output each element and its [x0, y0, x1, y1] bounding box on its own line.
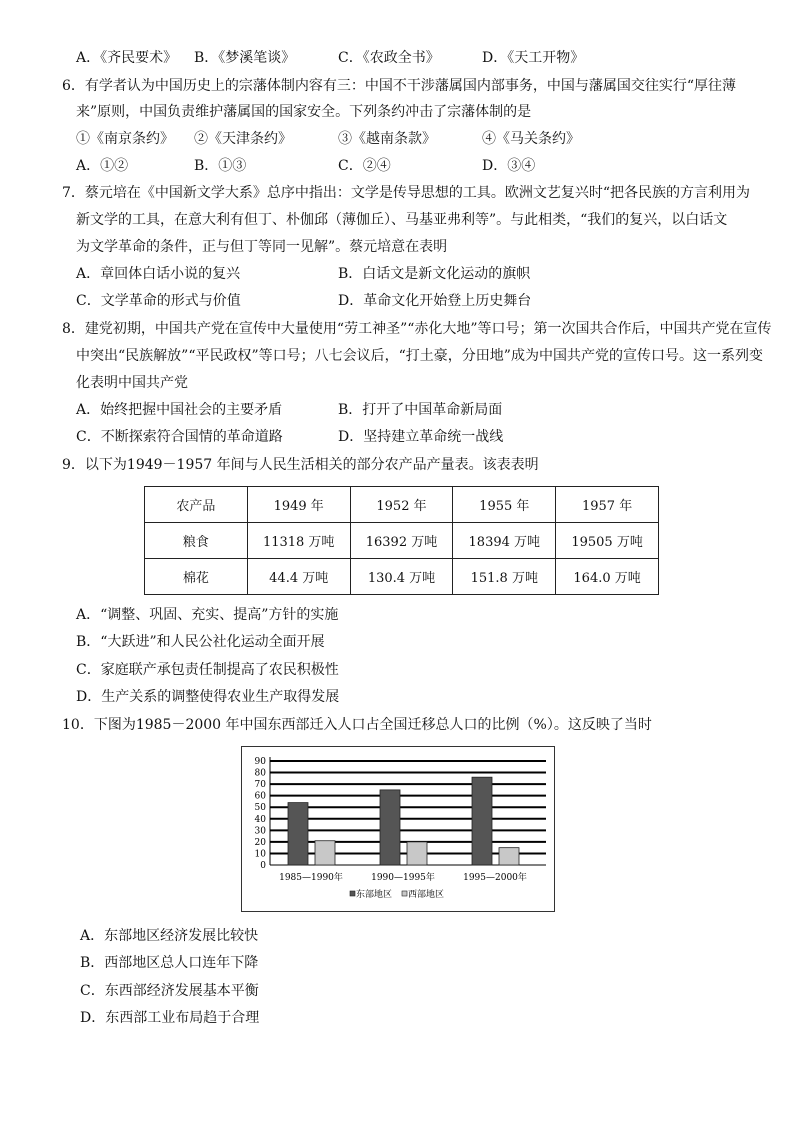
- q5-option-d: D．《天工开物》: [482, 50, 585, 66]
- table-cell: 130.4 万吨: [350, 559, 453, 595]
- table-cell: 18394 万吨: [453, 523, 556, 559]
- q6-option-b: B．①③: [194, 158, 247, 174]
- legend-label: 西部地区: [408, 890, 445, 900]
- table-header-row: [145, 487, 659, 523]
- y-tick-label: 60: [254, 791, 266, 802]
- q8-stem-line1: 8．建党初期，中国共产党在宣传中大量使用“劳工神圣”“赤化大地”等口号；第一次国共合作后，中国共产党在宣传: [62, 321, 772, 337]
- bar: [380, 790, 400, 865]
- q8-option-a: A．始终把握中国社会的主要矛盾: [76, 402, 283, 418]
- q9-stem: 9．以下为1949－1957 年间与人民生活相关的部分农产品产量表。该表表明: [62, 457, 539, 473]
- y-tick-label: 70: [254, 780, 266, 791]
- bar: [288, 803, 308, 865]
- y-tick-label: 80: [254, 768, 266, 779]
- bar: [472, 777, 492, 865]
- table-row: [145, 559, 659, 595]
- table-cell: 棉花: [145, 559, 248, 595]
- q9-option-c: C．家庭联产承包责任制提高了农民积极性: [76, 662, 339, 678]
- q5-option-a: A．《齐民要术》: [76, 50, 178, 66]
- y-tick-label: 20: [254, 837, 266, 848]
- q6-stem-line1: 6．有学者认为中国历史上的宗藩体制内容有三：中国不干涉藩属国内部事务，中国与藩属国交往实行“厚往薄: [62, 78, 737, 94]
- table-header-cell: 1949 年: [247, 487, 350, 523]
- table-cell: 164.0 万吨: [556, 559, 659, 595]
- q8-stem-line2: 中突出“民族解放”“平民政权”等口号；八七会议后，“打土豪，分田地”成为中国共产党的宣传口号。这一系列变: [76, 348, 763, 364]
- table-cell: 19505 万吨: [556, 523, 659, 559]
- bar: [315, 841, 335, 865]
- table-row: [145, 523, 659, 559]
- q6-stem-line2: 来”原则，中国负责维护藩属国的国家安全。下列条约冲击了宗藩体制的是: [76, 104, 532, 120]
- q7-stem-line3: 为文学革命的条件，正与但丁等同一见解”。蔡元培意在表明: [76, 239, 448, 255]
- table-cell: 粮食: [145, 523, 248, 559]
- migration-bar-chart: [241, 746, 555, 912]
- table-cell: 16392 万吨: [350, 523, 453, 559]
- x-tick-label: 1990—1995年: [371, 873, 435, 883]
- q7-option-b: B．白话文是新文化运动的旗帜: [338, 266, 531, 282]
- x-tick-label: 1995—2000年: [463, 873, 527, 883]
- q9-option-d: D．生产关系的调整使得农业生产取得发展: [76, 689, 340, 705]
- y-tick-label: 40: [254, 814, 266, 825]
- q6-option-a: A．①②: [76, 158, 129, 174]
- bar: [407, 842, 427, 865]
- q7-option-d: D．革命文化开始登上历史舞台: [338, 293, 532, 309]
- q7-stem-line2: 新文学的工具，在意大利有但丁、朴伽邱（薄伽丘）、马基亚弗利等”。与此相类，“我们的复兴，以白话文: [76, 212, 728, 228]
- q9-option-a: A．“调整、巩固、充实、提高”方针的实施: [76, 607, 339, 623]
- q10-option-c: C．东西部经济发展基本平衡: [80, 983, 259, 999]
- q6-option-d: D．③④: [482, 158, 536, 174]
- q8-stem-line3: 化表明中国共产党: [76, 375, 188, 391]
- bar: [499, 848, 519, 865]
- q10-stem: 10．下图为1985－2000 年中国东西部迁入人口占全国迁移总人口的比例（%）。这反映了当时: [62, 717, 652, 733]
- table-header-cell: 农产品: [145, 487, 248, 523]
- q5-option-b: B．《梦溪笔谈》: [194, 50, 296, 66]
- q6-item-1: ①《南京条约》: [76, 131, 174, 147]
- table-header-cell: 1955 年: [453, 487, 556, 523]
- q6-item-3: ③《越南条款》: [338, 131, 436, 147]
- q5-option-c: C．《农政全书》: [338, 50, 440, 66]
- table-cell: 11318 万吨: [247, 523, 350, 559]
- table-cell: 44.4 万吨: [247, 559, 350, 595]
- y-tick-label: 0: [260, 861, 266, 871]
- q7-option-c: C．文学革命的形式与价值: [76, 293, 241, 309]
- y-tick-label: 50: [254, 803, 266, 814]
- q10-option-b: B．西部地区总人口连年下降: [80, 955, 259, 971]
- q6-item-2: ②《天津条约》: [194, 131, 292, 147]
- legend-swatch: [350, 891, 355, 896]
- q6-item-4: ④《马关条约》: [482, 131, 580, 147]
- q8-option-c: C．不断探索符合国情的革命道路: [76, 429, 283, 445]
- q8-option-b: B．打开了中国革命新局面: [338, 402, 503, 418]
- q6-option-c: C．②④: [338, 158, 391, 174]
- y-tick-label: 90: [254, 757, 266, 767]
- table-header-cell: 1957 年: [556, 487, 659, 523]
- q10-option-d: D．东西部工业布局趋于合理: [80, 1010, 260, 1026]
- q7-stem-line1: 7．蔡元培在《中国新文学大系》总序中指出：文学是传导思想的工具。欧洲文艺复兴时“把各民族的方言利用为: [62, 185, 751, 201]
- legend-swatch: [402, 891, 407, 896]
- q8-option-d: D．坚持建立革命统一战线: [338, 429, 504, 445]
- table-cell: 151.8 万吨: [453, 559, 556, 595]
- production-table: [144, 486, 659, 595]
- q7-option-a: A．章回体白话小说的复兴: [76, 266, 241, 282]
- q10-option-a: A．东部地区经济发展比较快: [80, 928, 259, 944]
- chart-svg: [242, 747, 554, 911]
- x-tick-label: 1985—1990年: [279, 873, 343, 883]
- y-tick-label: 30: [254, 826, 266, 837]
- table-header-cell: 1952 年: [350, 487, 453, 523]
- y-tick-label: 10: [254, 849, 266, 860]
- legend-label: 东部地区: [356, 890, 393, 900]
- q9-option-b: B．“大跃进”和人民公社化运动全面开展: [76, 634, 325, 650]
